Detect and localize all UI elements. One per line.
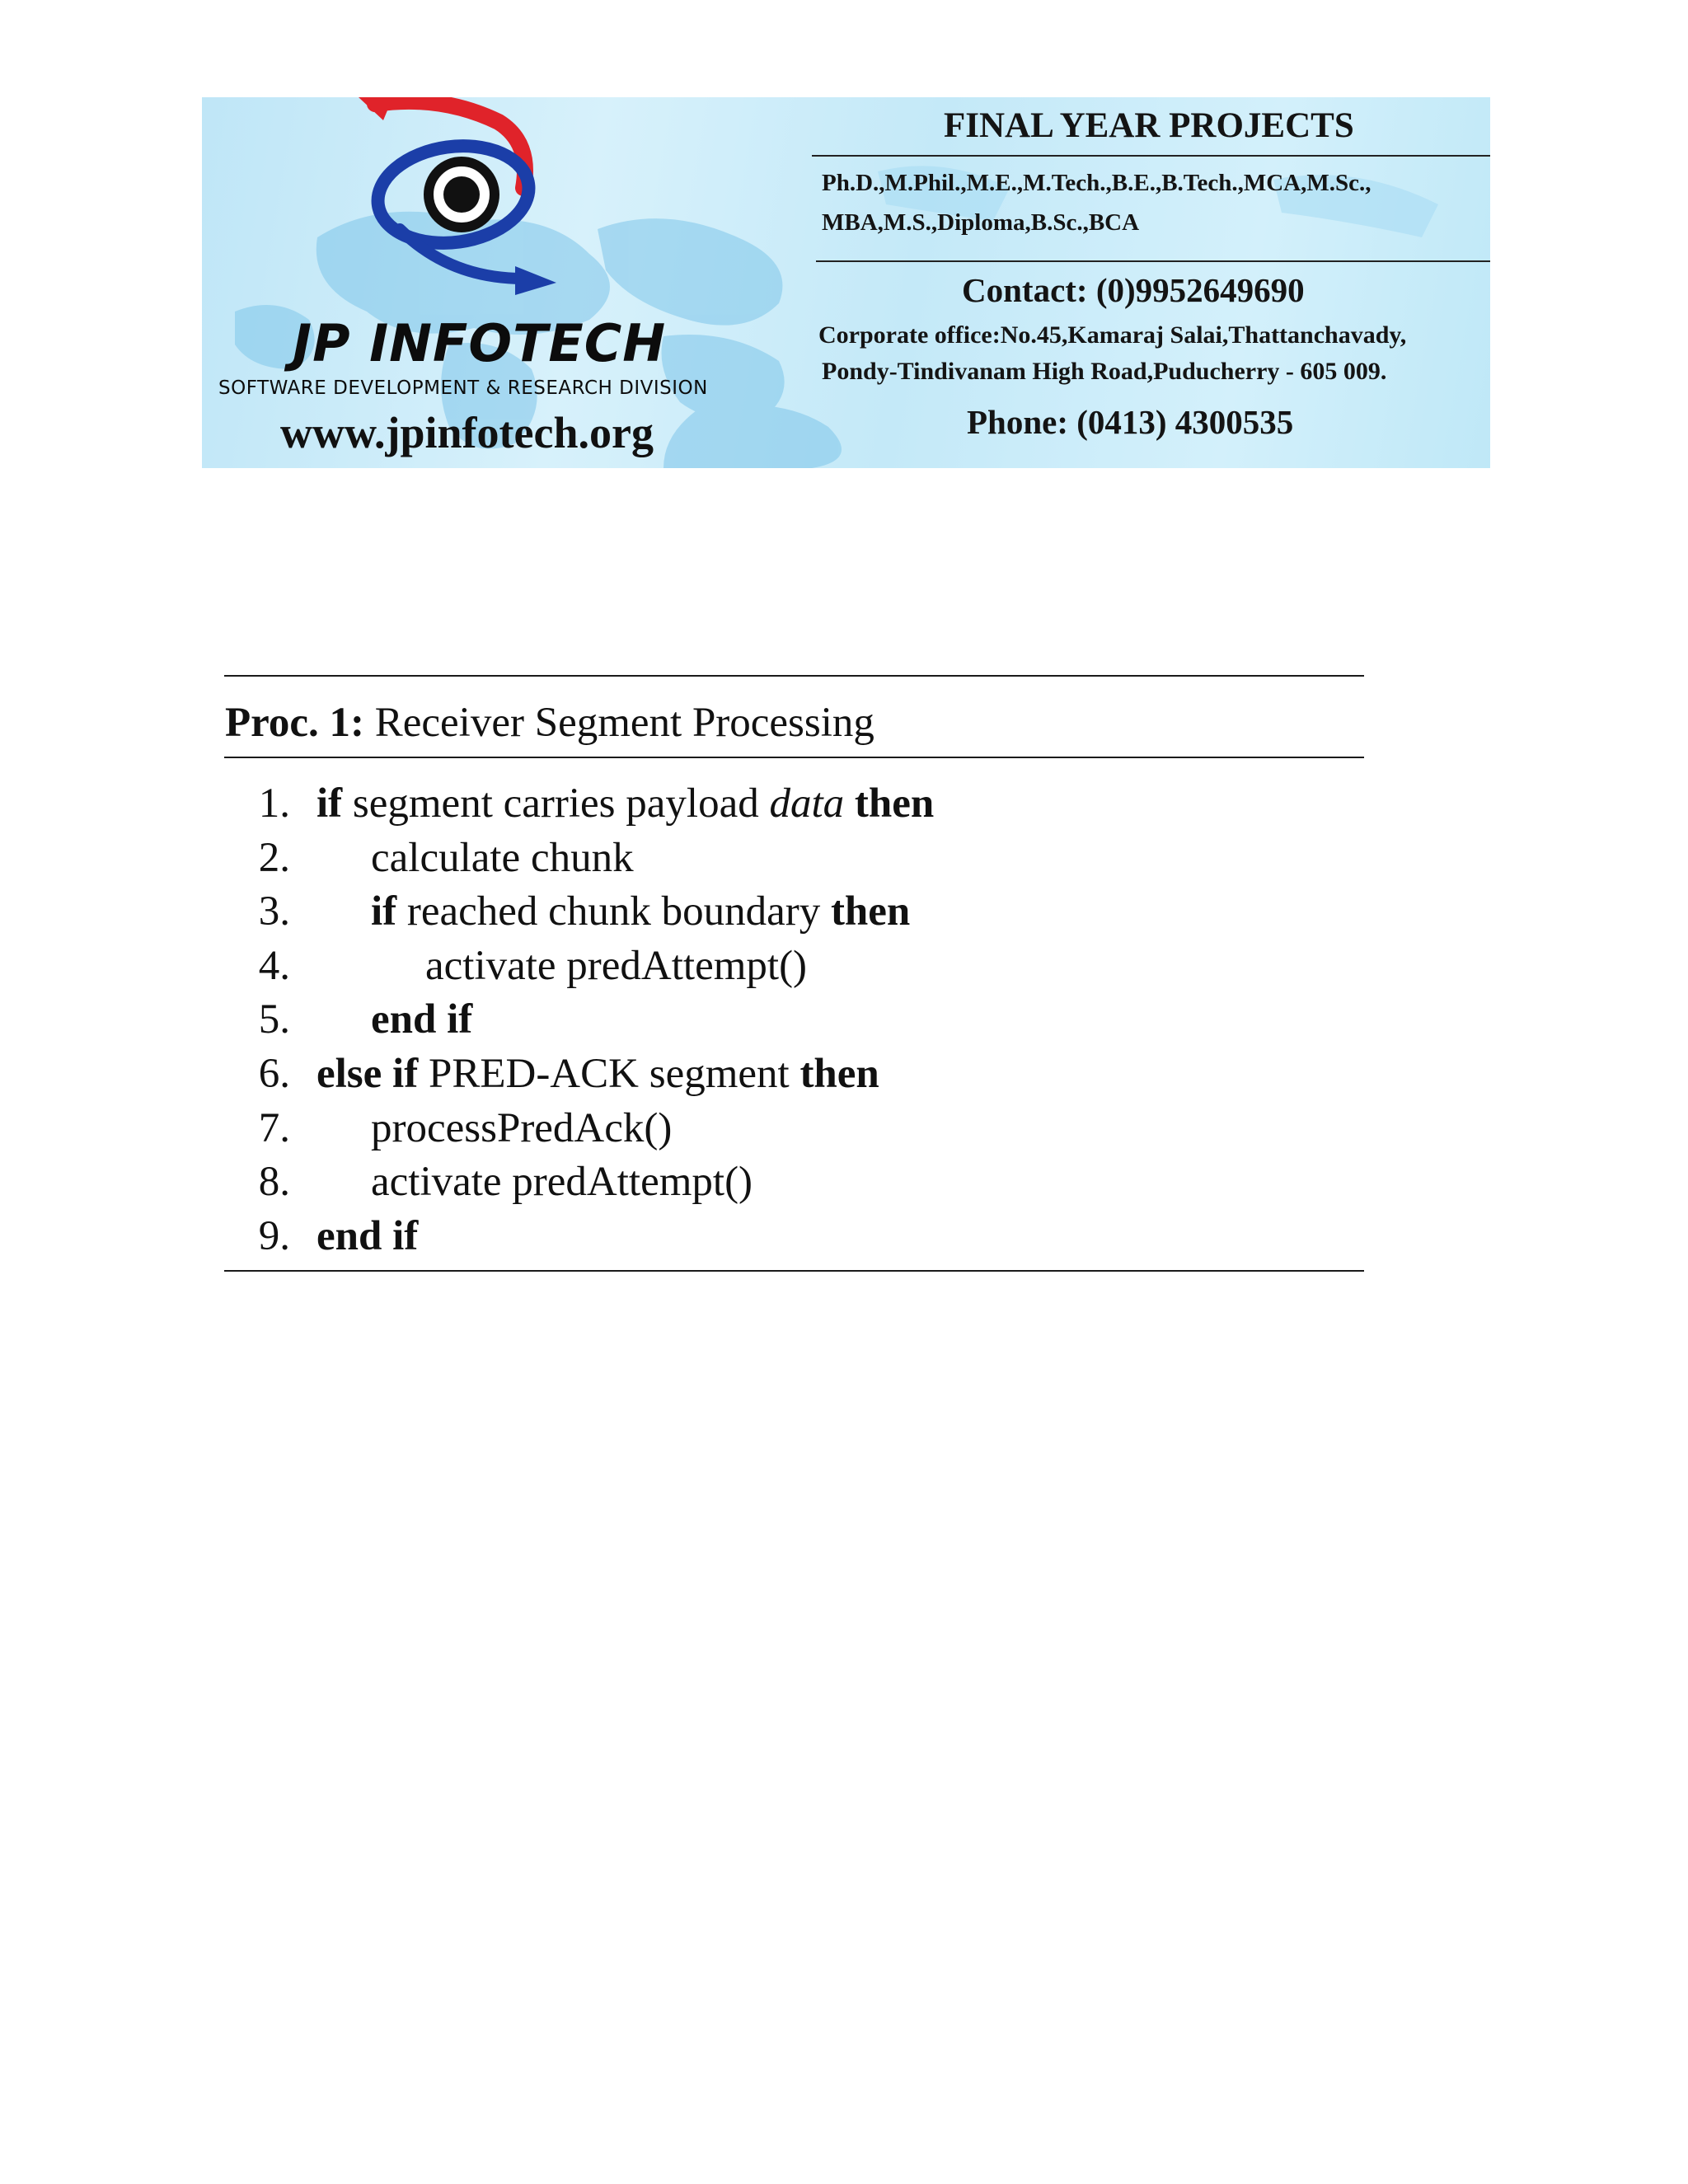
degrees-line-2: MBA,M.S.,Diploma,B.Sc.,BCA — [822, 209, 1140, 236]
brand-division: SOFTWARE DEVELOPMENT & RESEARCH DIVISION — [218, 377, 708, 399]
algorithm-header-rule — [224, 757, 1364, 758]
italic-term: data — [769, 780, 845, 827]
procedure-title — [225, 699, 874, 747]
keyword: then — [799, 1051, 879, 1097]
line-code — [371, 1158, 753, 1206]
keyword: end if — [371, 996, 473, 1043]
keyword: then — [830, 888, 911, 935]
keyword: if — [316, 780, 343, 827]
line-code — [371, 888, 910, 935]
line-code — [425, 942, 807, 990]
code-text: segment carries payload — [342, 780, 770, 827]
code-text — [844, 780, 855, 827]
website-link[interactable]: www.jpinfotech.org — [280, 408, 654, 457]
line-number: 3. — [258, 888, 290, 935]
banner-divider — [812, 155, 1490, 157]
keyword: then — [854, 780, 935, 827]
line-number: 9. — [258, 1212, 290, 1259]
line-code — [371, 996, 472, 1043]
banner-divider — [816, 260, 1490, 262]
header-banner — [202, 97, 1490, 468]
algorithm-bottom-rule — [224, 1270, 1364, 1272]
line-number: 4. — [258, 942, 290, 989]
code-text: processPredAck() — [371, 1104, 673, 1151]
procedure-label: Proc. 1: — [225, 700, 364, 746]
degrees-line-1: Ph.D.,M.Phil.,M.E.,M.Tech.,B.E.,B.Tech.,MCA,M.Sc., — [822, 170, 1372, 196]
code-text: activate predAttempt() — [425, 942, 808, 989]
contact-number: Contact: (0)9952649690 — [962, 271, 1305, 309]
line-code — [316, 1212, 418, 1260]
code-text: calculate chunk — [371, 834, 634, 881]
brand-name: JP INFOTECH — [293, 313, 667, 373]
algorithm-top-rule — [224, 675, 1364, 677]
line-number: 6. — [258, 1051, 290, 1097]
keyword: end if — [316, 1212, 419, 1259]
line-number: 8. — [258, 1159, 290, 1206]
line-number: 1. — [258, 780, 290, 827]
line-code — [316, 1050, 879, 1098]
procedure-name: Receiver Segment Processing — [374, 700, 874, 746]
office-address: Corporate office:No.45,Kamaraj Salai,Thattanchavady, — [818, 321, 1407, 349]
keyword: else if — [316, 1051, 419, 1097]
line-number: 5. — [258, 996, 290, 1043]
line-code — [371, 1104, 672, 1152]
company-logo-icon — [326, 97, 573, 312]
code-text: reached chunk boundary — [396, 888, 831, 935]
line-code — [371, 834, 634, 882]
phone-number: Phone: (0413) 4300535 — [967, 403, 1294, 441]
banner-title: FINAL YEAR PROJECTS — [944, 106, 1354, 145]
line-number: 7. — [258, 1104, 290, 1151]
office-road: Pondy-Tindivanam High Road,Puducherry - 605 009. — [822, 358, 1387, 385]
code-text: PRED-ACK segment — [418, 1051, 800, 1097]
line-number: 2. — [258, 834, 290, 881]
keyword: if — [371, 888, 397, 935]
code-text: activate predAttempt() — [371, 1159, 753, 1206]
line-code — [316, 780, 934, 827]
